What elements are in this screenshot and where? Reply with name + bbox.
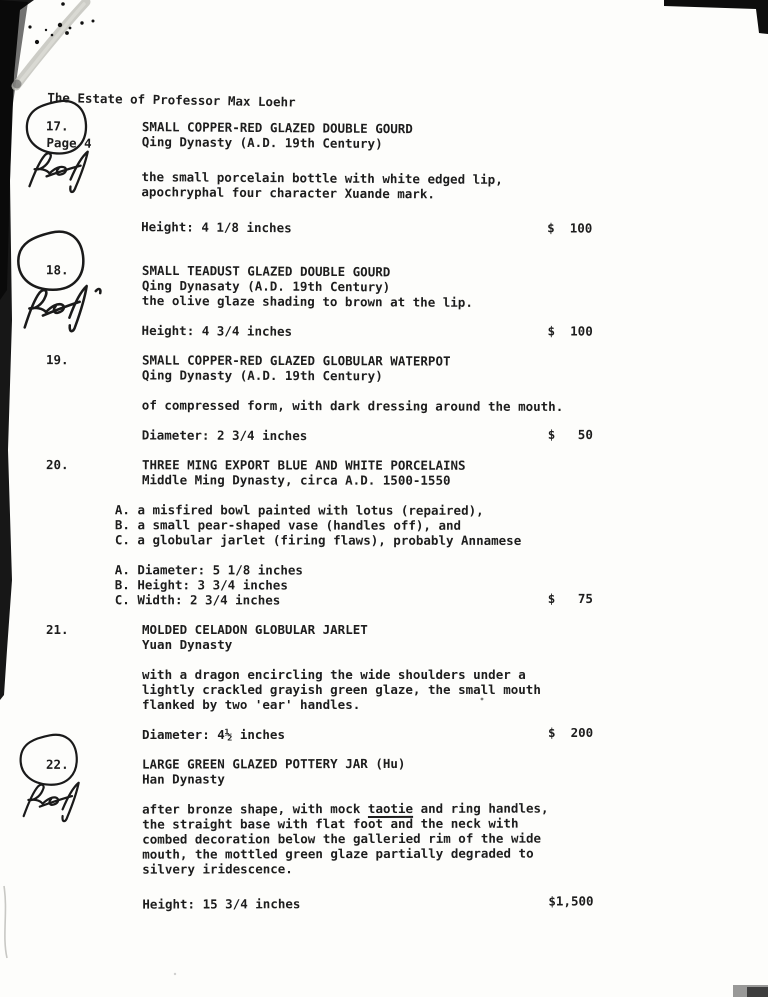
underlined-word: taotie — [367, 800, 414, 817]
text-line: Qing Dynasty (A.D. 19th Century) — [141, 367, 383, 384]
catalog-item — [0, 457, 768, 608]
item-content — [142, 755, 768, 912]
text-line: Height: 4 1/8 inches $ 100 — [141, 219, 593, 236]
catalog-item — [0, 755, 768, 912]
item-content — [142, 352, 768, 444]
item-block — [142, 323, 768, 342]
item-number: 21. — [46, 622, 69, 637]
item-block — [142, 895, 768, 912]
catalog-items — [0, 118, 768, 912]
text-line: with a dragon encircling the wide shoulders under a — [142, 667, 526, 682]
text-line: the small porcelain bottle with white edged lip, — [141, 169, 503, 187]
handwritten-ref-text — [24, 783, 79, 822]
text-line: Diameter: 4½ inches $ 200 — [142, 725, 594, 742]
item-block — [141, 219, 767, 239]
item-block — [142, 427, 768, 444]
text-line: Diameter: 2 3/4 inches $ 50 — [141, 426, 593, 444]
item-block — [142, 119, 768, 154]
handwritten-circle-ref-annotation — [13, 94, 106, 207]
item-number: 22. — [45, 756, 69, 772]
text-line: Qing Dynasty (A.D. 19th Century) — [141, 134, 383, 152]
price-value: $ 200 — [548, 725, 594, 740]
text-line: SMALL TEADUST GLAZED DOUBLE GOURD — [141, 262, 391, 280]
handwritten-ref-text — [29, 151, 87, 192]
item-block — [142, 727, 768, 742]
page-number: Page 4 — [46, 134, 92, 151]
scratch-smudge — [13, 80, 22, 89]
item-content — [141, 119, 768, 239]
text-line: LARGE GREEN GLAZED POTTERY JAR (Hu) — [141, 755, 406, 772]
item-content — [142, 263, 768, 342]
text-line: lightly crackled grayish green glaze, the small mouth — [142, 682, 541, 697]
text-line: the straight base with flat foot and the neck with — [142, 815, 519, 832]
item-number: 20. — [45, 457, 69, 473]
text-line: the olive glaze shading to brown at the lip. — [141, 292, 473, 310]
price-value: $ 50 — [547, 426, 593, 443]
item-block — [142, 755, 768, 787]
catalog-item — [0, 352, 768, 445]
handwritten-ref-text — [23, 286, 89, 333]
top-right-corner-mark — [664, 0, 768, 34]
ink-speckles — [28, 2, 94, 44]
price-value: $ 100 — [547, 220, 593, 236]
item-block — [142, 397, 768, 414]
text-line: mouth, the mottled green glaze partially degraded to — [142, 845, 534, 862]
item-block — [141, 169, 767, 204]
text-line: A. Diameter: 5 1/8 inches — [114, 562, 303, 578]
item-block — [142, 457, 768, 488]
item-number: 19. — [45, 352, 69, 368]
price-value: $ 100 — [547, 323, 593, 339]
item-block — [115, 502, 768, 548]
catalog-item — [0, 622, 768, 742]
stray-dot-faint — [174, 973, 176, 975]
text-line: of compressed form, with dark dressing around the mouth. — [141, 397, 564, 414]
text-line: Height: 4 3/4 inches $ 100 — [141, 322, 593, 339]
text-line: Middle Ming Dynasty, circa A.D. 1500-1550 — [141, 472, 451, 488]
item-block — [142, 800, 768, 877]
item-content — [114, 457, 768, 608]
text-line: Qing Dynasaty (A.D. 19th Century) — [141, 277, 391, 295]
document-title: The Estate of Professor Max Loehr — [47, 89, 296, 110]
text-line: Han Dynasty — [142, 771, 225, 787]
text-line: Yuan Dynasty — [142, 637, 233, 652]
text-line: THREE MING EXPORT BLUE AND WHITE PORCELAINS — [141, 457, 466, 473]
text-line: B. Height: 3 3/4 inches — [114, 577, 288, 593]
bottom-right-smudge — [733, 985, 768, 997]
item-content — [142, 622, 768, 742]
item-block — [142, 352, 768, 384]
text-line: B. a small pear-shaped vase (handles off), and — [114, 517, 462, 533]
text-line: apochryphal four character Xuande mark. — [141, 184, 435, 202]
text-line: after bronze shape, with mock taotie and ring handles, — [142, 800, 549, 817]
item-block — [142, 667, 768, 712]
item-number: 18. — [45, 262, 69, 278]
bottom-right-smudge-core — [747, 987, 768, 997]
text-line: MOLDED CELADON GLOBULAR JARLET — [142, 622, 368, 637]
price-value: $1,500 — [548, 893, 594, 909]
handwritten-circle-ref-annotation — [8, 729, 96, 836]
text-line: C. a globular jarlet (firing flaws), probably Annamese — [114, 532, 522, 548]
handwritten-tick-mark — [96, 289, 101, 293]
text-line: SMALL COPPER-RED GLAZED DOUBLE GOURD — [141, 119, 413, 137]
item-block — [142, 622, 768, 652]
text-line: Height: 15 3/4 inches $1,500 — [142, 893, 594, 912]
item-block — [142, 263, 768, 312]
text-line: silvery iridescence. — [142, 861, 293, 877]
text-line: combed decoration below the galleried rim of the wide — [142, 830, 542, 847]
item-number: 17. — [45, 118, 69, 134]
text-line: flanked by two 'ear' handles. — [142, 697, 361, 712]
text-line: SMALL COPPER-RED GLAZED GLOBULAR WATERPOT — [141, 352, 451, 369]
item-block — [115, 562, 768, 608]
price-value: $ 75 — [547, 590, 593, 607]
hand-drawn-circle — [17, 231, 85, 292]
catalog-item — [0, 262, 768, 342]
catalog-item — [0, 118, 768, 239]
text-line: C. Width: 2 3/4 inches $ 75 — [114, 590, 593, 608]
handwritten-circle-ref-annotation — [2, 222, 109, 350]
text-line: A. a misfired bowl painted with lotus (repaired), — [114, 502, 484, 518]
